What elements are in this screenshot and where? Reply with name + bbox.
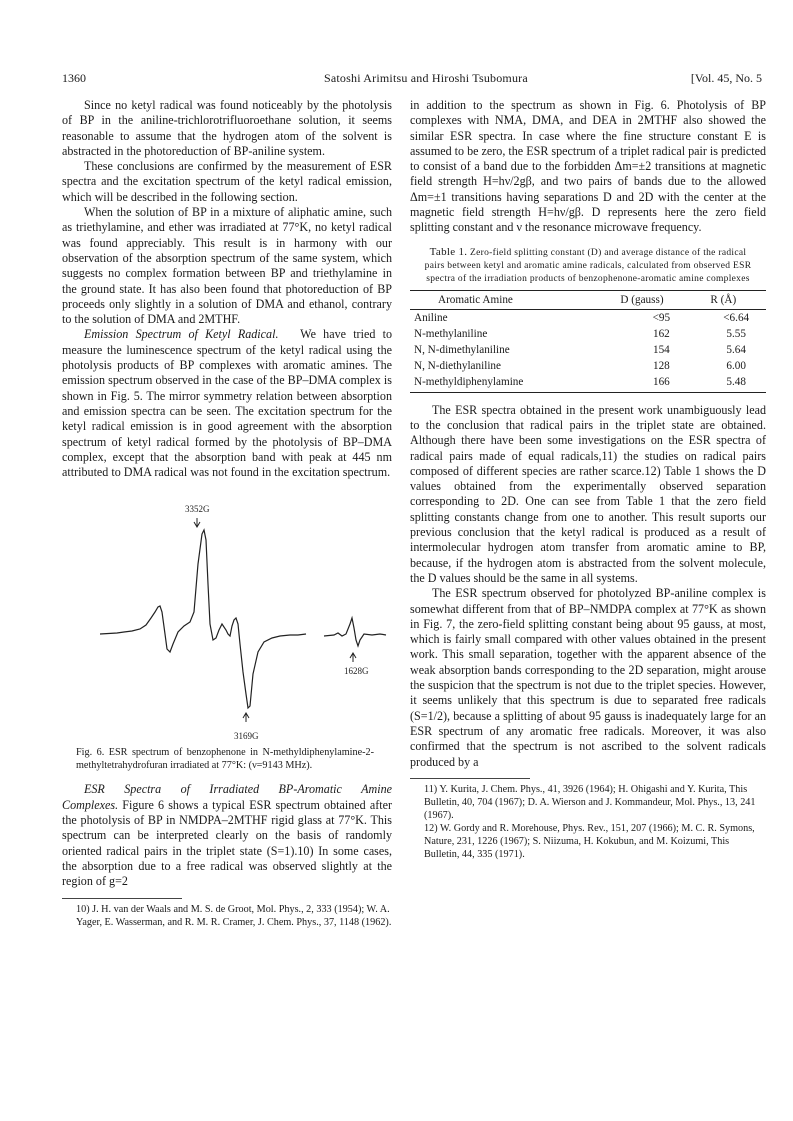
peak-label-3169g: 3169G (234, 731, 259, 742)
footnote-rule (62, 898, 182, 899)
footnotes-right (410, 783, 766, 861)
footnote-11: 11) Y. Kurita, J. Chem. Phys., 41, 3926 (1964); H. Ohigashi and Y. Kurita, This Bulletin, 40, 704 (1967); D. A. Wierson and J. Kommandeur, Mol. Phys., 13, 241 (1967). (424, 783, 756, 821)
table-caption (424, 246, 752, 286)
table-cell: <6.64 (723, 311, 750, 324)
table-header-row (410, 290, 766, 309)
footnote-10: 10) J. H. van der Waals and M. S. de Groot, Mol. Phys., 2, 333 (1954); W. A. Yager, E. Wasserman, and R. M. R. Cramer, J. Chem. Phys., 37, 1148 (1962). (76, 903, 392, 928)
volume-label: [Vol. 45, No. 5 (690, 71, 762, 85)
paragraph: The ESR spectra obtained in the present work unambiguously lead to the conclusion that radical pairs in the triplet state are obtained. Although there have been some investigations on the ESR spectra of radical pairs made of equal radicals,11) the studies on radical pairs composed of different species are rather scarce.12) Table 1 shows the D values obtained from the experimentally observed separation corresponding to 2D. One can see from Table 1 that the zero field splitting constants change from one to another. This result suports our previous conclusion that the ketyl radical is produced as a result of intermolecular hydrogen atom transfer from aromatic amine to BP, because, if the hydrogen atom is abstracted from the solvent molecule, the D values should be the same in all systems. (410, 402, 766, 585)
table-row (410, 326, 766, 342)
column-header: R (Å) (706, 290, 766, 309)
arrow-3352g (194, 518, 200, 527)
page-number: 1360 (62, 71, 86, 85)
table-cell: N, N-dimethylaniline (414, 343, 510, 356)
figure-caption: Fig. 6. ESR spectrum of benzophenone in N-methyldiphenylamine-2-methyltetrahydrofuran irradiated at 77°K: (ν=9143 MHz). (76, 747, 374, 772)
table-cell: 6.00 (726, 359, 746, 372)
right-column (410, 98, 766, 861)
esr-spectrum-plot (62, 494, 392, 744)
table-cell: <95 (652, 311, 671, 324)
paragraph: When the solution of BP in a mixture of aliphatic amine, such as triethylamine, and ether was irradiated at 77°K, no ketyl radical was found appreciably. This result is in harmony with our observation of the absorption spectrum of the same system, which suggests no complex formation between BP and triethylamine in the ground state. It has also been found that photoreduction of BP proceeds only slightly in a solution of DMA and ethanol, contrary to the solution of DMA and 2MTHF. (62, 205, 392, 327)
left-column (62, 98, 392, 929)
esr-spectrum-figure (62, 494, 392, 744)
table-cell: N, N-diethylaniline (414, 359, 501, 372)
section-paragraph (62, 782, 392, 889)
peak-label-1628g: 1628G (344, 666, 369, 677)
table-cell: 5.55 (726, 327, 746, 340)
paragraph: Since no ketyl radical was found noticeably by the photolysis of BP in the aniline-trichlorotrifluoroethane solution, it seems reasonable to assume that the hydrogen atom of the solvent is abstracted in the photoreduction of BP-aniline system. (62, 98, 392, 158)
footnote-12: 12) W. Gordy and R. Morehouse, Phys. Rev., 151, 207 (1966); M. C. R. Symons, Nature, 231, 1226 (1967); S. Niizuma, H. Kokubun, and M. Koizumi, This Bulletin, 44, 335 (1971). (424, 822, 755, 860)
paragraph: These conclusions are confirmed by the measurement of ESR spectra and the excitation spectrum of the ketyl radical emission, which will be described in the following section. (62, 159, 392, 204)
section-title: Emission Spectrum of Ketyl Radical. (84, 327, 279, 342)
esr-spectrum-trace (100, 530, 386, 708)
paragraph: The ESR spectrum observed for photolyzed BP-aniline complex is somewhat different from that of BP–NMDPA complex at 77°K as shown in Fig. 7, the zero-field splitting constant being about 95 gauss, at most, which is fairly small compared with other values obtained in the present work. This small separation, together with the apparent absence of the weak absorption bands corresponding to the 2D separation, might arouse the suspicion that the spectrum is not due to the triplet species. However, it seems unlikely that this spectrum is due to separated free radicals (S=1/2), because a splitting of about 95 gauss is inadequately large for an ESR spectrum of any aromatic free radicals. Moreover, it was also confirmed that the spectrum is not ascribed to the solvent radicals produced by a (410, 586, 766, 769)
running-header (62, 71, 762, 87)
table-cell: 166 (616, 374, 706, 393)
table-cell: 5.48 (706, 374, 766, 393)
table-number: Table 1. (429, 245, 468, 258)
table-cell: N-methyldiphenylamine (410, 374, 616, 393)
table-cell: N-methylaniline (414, 327, 488, 340)
table-row (410, 374, 766, 393)
table-cell: 5.64 (726, 343, 746, 356)
column-header: Aromatic Amine (410, 290, 616, 309)
arrow-1628g (350, 653, 356, 662)
section-paragraph (62, 327, 392, 480)
table-cell: 162 (652, 327, 670, 340)
table-caption-text: Zero-field splitting constant (D) and average distance of the radical pairs between ketyl and aromatic amine radicals, calculated from observed ESR spectra of the irradiation products of benzophenone-aromatic amine complexes (424, 247, 752, 284)
section-text: Figure 6 shows a typical ESR spectrum obtained after the photolysis of BP in NMDPA–2MTHF rigid glass at 77°K. This spectrum can be interpreted clearly on the basis of randomly oriented radical pairs in the triplet state (S=1).10) In some cases, the absorption due to a free radical was observed slightly at the region of g=2 (62, 797, 392, 889)
section-title: ESR Spectra of Irradiated BP-Aromatic Amine Complexes. (62, 782, 392, 812)
arrow-3169g (243, 713, 249, 722)
table-cell: 154 (652, 343, 670, 356)
peak-label-3352g: 3352G (185, 504, 210, 515)
paragraph: in addition to the spectrum as shown in Fig. 6. Photolysis of BP complexes with NMA, DMA, and DEA in 2MTHF also showed the similar ESR spectra. In case where the fine structure constant E is assumed to be zero, the ESR spectrum of a triplet radical pair is predicted to consist of a band due to the forbidden Δm=±2 transitions at magnetic field strength H=hν/2gβ, and two pairs of bands due to the allowed Δm=±1 transitions having separations D and 2D with the center at the magnetic field strength H=hν/gβ. D represents here the zero field splitting constant and ν the resonance microwave frequency. (410, 98, 766, 235)
table-row (410, 309, 766, 326)
footnotes-left (62, 903, 392, 929)
running-authors: Satoshi Arimitsu and Hiroshi Tsubomura (324, 71, 528, 85)
footnote-rule (410, 778, 530, 779)
section-text: We have tried to measure the luminescence spectrum of the ketyl radical using the photolysis products of BP complexes with aromatic amines. The emission spectrum observed in the case of the BP–DMA complex is shown in Fig. 5. The mirror symmetry relation between absorption and emission spectra can be seen. The excitation spectrum for the ketyl radical emission is in good agreement with the absorption spectrum of ketyl radical formed by the photolysis of BP–DMA complex, except that the absorption band with peak at 445 nm attributed to DMA radical was not found in the excitation spectrum. (62, 327, 392, 480)
table-row (410, 342, 766, 358)
table-cell: 128 (652, 359, 670, 372)
table-cell: Aniline (414, 311, 448, 324)
results-table (410, 290, 766, 393)
table-row (410, 358, 766, 374)
column-header: D (gauss) (616, 290, 706, 309)
